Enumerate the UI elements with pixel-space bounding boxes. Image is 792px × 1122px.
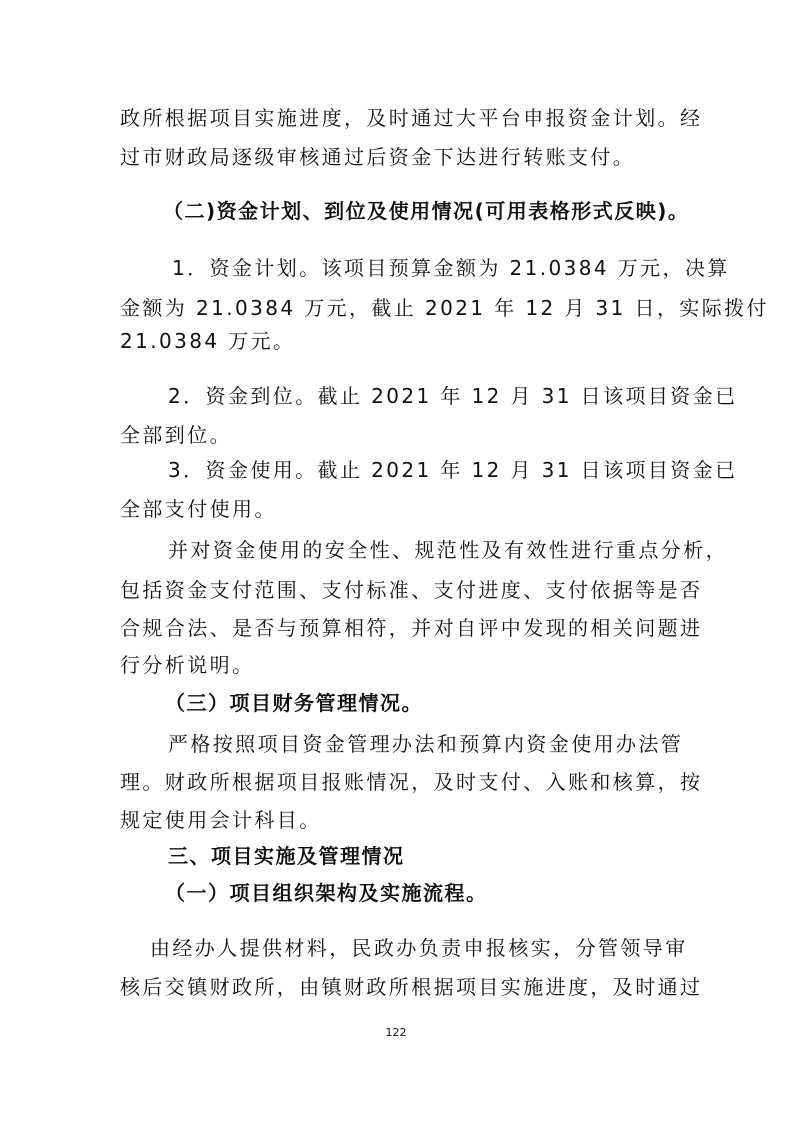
paragraph-line: 并对资金使用的安全性、规范性及有效性进行重点分析， [168, 538, 728, 562]
page-number: 122 [385, 1026, 407, 1039]
paragraph-line: 1．资金计划。该项目预算金额为 21.0384 万元，决算 [172, 256, 730, 280]
paragraph-line: 过市财政局逐级审核通过后资金下达进行转账支付。 [120, 145, 636, 169]
paragraph-line: 核后交镇财政所，由镇财政所根据项目实施进度，及时通过 [120, 975, 703, 999]
section-heading: 三、项目实施及管理情况 [168, 844, 405, 868]
paragraph-line: 严格按照项目资金管理办法和预算内资金使用办法管 [168, 732, 684, 756]
section-heading: （二)资金计划、到位及使用情况(可用表格形式反映)。 [163, 199, 690, 223]
paragraph-line: 由经办人提供材料，民政办负责申报核实，分管领导审 [150, 936, 688, 960]
paragraph-line: 合规合法、是否与预算相符，并对自评中发现的相关问题进 [120, 616, 703, 640]
section-heading: （三）项目财务管理情况。 [165, 691, 423, 715]
paragraph-line: 21.0384 万元。 [120, 329, 296, 353]
section-heading: （一）项目组织架构及实施流程。 [165, 881, 488, 905]
paragraph-line: 3．资金使用。截止 2021 年 12 月 31 日该项目资金已 [168, 458, 738, 482]
paragraph-line: 行分析说明。 [120, 653, 255, 677]
paragraph-line: 包括资金支付范围、支付标准、支付进度、支付依据等是否 [120, 578, 703, 602]
paragraph-line: 2．资金到位。截止 2021 年 12 月 31 日该项目资金已 [168, 384, 738, 408]
paragraph-line: 规定使用会计科目。 [120, 808, 322, 832]
paragraph-line: 全部支付使用。 [120, 497, 277, 521]
paragraph-line: 金额为 21.0384 万元，截止 2021 年 12 月 31 日，实际拨付 [120, 296, 769, 320]
paragraph-line: 政所根据项目实施进度，及时通过大平台申报资金计划。经 [120, 106, 703, 130]
paragraph-line: 全部到位。 [120, 423, 232, 447]
paragraph-line: 理。财政所根据项目报账情况，及时支付、入账和核算，按 [120, 770, 703, 794]
